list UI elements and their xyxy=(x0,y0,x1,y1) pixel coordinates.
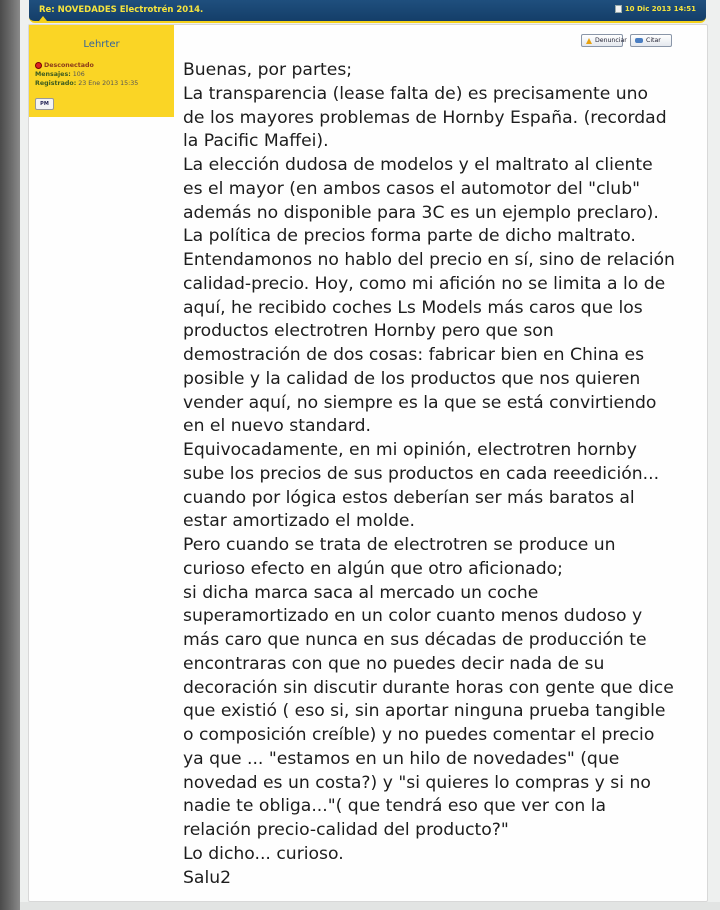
author-status-text: Desconectado xyxy=(44,62,94,69)
private-message-button[interactable] xyxy=(35,98,54,110)
registered-label: Registrado: xyxy=(35,80,77,87)
quote-button-label: Citar xyxy=(646,37,661,44)
pm-button-label: PM xyxy=(40,101,49,107)
quote-button[interactable] xyxy=(630,34,672,47)
post-document-icon[interactable] xyxy=(615,5,622,13)
author-registered xyxy=(35,79,138,88)
post-paragraph: si dicha marca saca al mercado un coche superamortizado en un color cuanto menos dudoso y más caro que nunca en sus décadas de producción te encontraras con que no puedes decir nada de su decoración sin discutir durante horas con gente que dice que existió ( eso si, sin aportar ninguna prueba tangible o composición creíble) y no puedes comentar el precio ya que ... "estamos en un hilo de novedades" (que novedad es un costa?) y "si quieres lo compras y si no nadie te obliga..."( que tendrá eso que ver con la relación precio-calidad del producto?" xyxy=(183,582,674,840)
author-status xyxy=(35,61,138,70)
post-body xyxy=(183,59,675,890)
author-name-link[interactable]: Lehrter xyxy=(83,39,120,50)
post-paragraph: Lo dicho... curioso. xyxy=(183,843,344,864)
author-messages xyxy=(35,70,138,79)
post-title-link[interactable]: Re: NOVEDADES Electrotrén 2014. xyxy=(39,5,204,15)
messages-label: Mensajes: xyxy=(35,71,71,78)
header-pointer-icon xyxy=(39,16,47,21)
post-paragraph: Salu2 xyxy=(183,867,232,888)
post-paragraph: Buenas, por partes; xyxy=(183,60,353,80)
page-left-shadow xyxy=(0,0,20,910)
author-meta xyxy=(35,61,138,88)
messages-value: 106 xyxy=(72,71,85,78)
post-header-bar xyxy=(29,0,706,23)
speech-bubble-icon xyxy=(635,38,643,43)
post-paragraph: Equivocadamente, en mi opinión, electrotren hornby sube los precios de sus productos en cada reeedición... cuando por lógica estos deberían ser más baratos al estar amortizado el molde. xyxy=(183,440,660,532)
report-button[interactable] xyxy=(581,34,627,47)
warning-icon xyxy=(586,38,592,44)
registered-value: 23 Ene 2013 15:35 xyxy=(78,80,139,87)
post-paragraph: La política de precios forma parte de dicho maltrato. xyxy=(183,226,636,247)
post-paragraph: La elección dudosa de modelos y el maltrato al cliente es el mayor (en ambos casos el automotor del "club" además no disponible para 3C es un ejemplo preclaro). xyxy=(183,155,659,223)
post-paragraph: La transparencia (lease falta de) es precisamente uno de los mayores problemas de Hornby España. (recordad la Pacific Maffei). xyxy=(183,83,667,152)
author-panel xyxy=(29,25,174,117)
post-paragraph: Entendamonos no hablo del precio en sí, sino de relación calidad-precio. Hoy, como mi afición no se limita a lo de aquí, he recibido coches Ls Models más caros que los productos electrotren Hornby pero que son demostración de dos cosas: fabricar bien en China es posible y la calidad de los productos que nos quieren vender aquí, no siempre es la que se está convirtiendo en el nuevo standard. xyxy=(183,250,675,437)
post-date xyxy=(615,5,696,13)
post-paragraph: Pero cuando se trata de electrotren se produce un curioso efecto en algún que otro aficionado; xyxy=(183,535,616,579)
post-date-text: 10 Dic 2013 14:51 xyxy=(624,5,696,13)
report-button-label: Denunciar xyxy=(595,37,627,44)
offline-status-icon xyxy=(35,62,42,69)
footer-stripe xyxy=(20,902,720,910)
post-box xyxy=(28,24,708,902)
forum-page xyxy=(20,0,720,910)
